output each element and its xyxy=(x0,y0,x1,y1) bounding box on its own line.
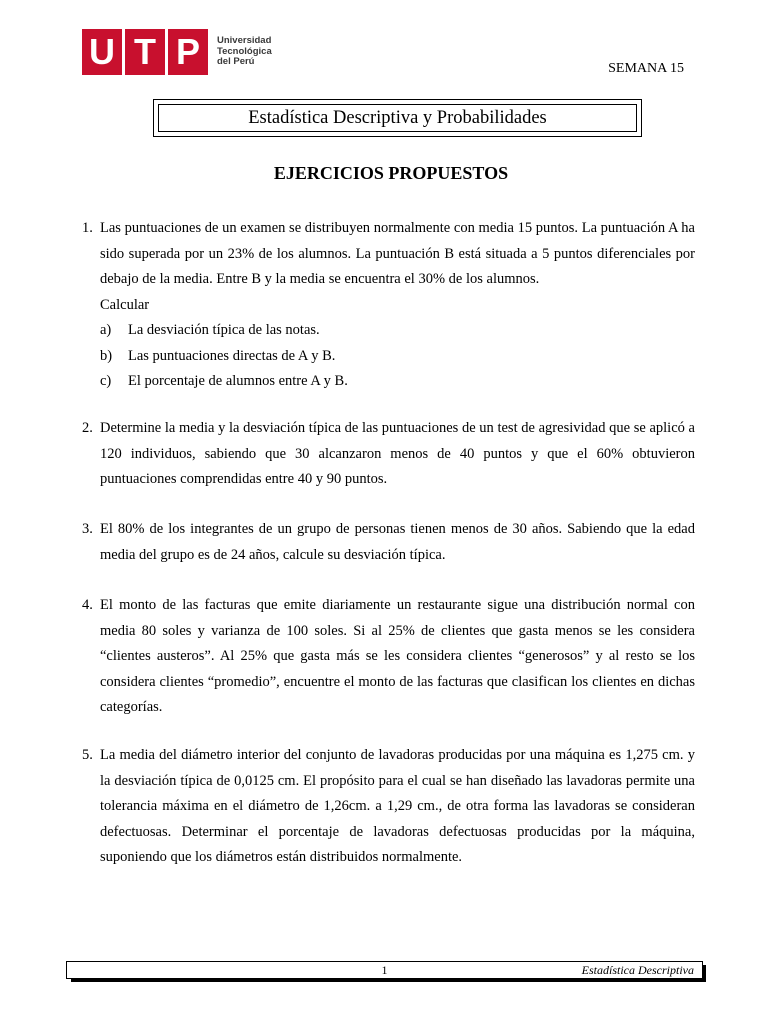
subitem-text: La desviación típica de las notas. xyxy=(128,322,320,338)
logo-university-name xyxy=(217,36,287,68)
exercise-number: 4. xyxy=(82,597,93,613)
course-title-box xyxy=(153,99,642,137)
subitem-letter: c) xyxy=(100,373,112,389)
exercise-5 xyxy=(82,743,695,871)
logo-text-line-1: Universidad xyxy=(217,35,272,47)
logo-letter-u: U xyxy=(82,29,122,75)
exercise-text: El monto de las facturas que emite diariamente un restaurante sigue una distribución normal con media 80 soles y varianza de 100 soles. Si al 25% de clientes que gasta menos se les considera “clientes austeros”. Al 25% que gasta más se les considera clientes “generosos” y al resto se los considera clientes “promedio”, encuentre el monto de las facturas que clasifican los clientes en dichas categorías. xyxy=(100,597,695,715)
exercise-text: Las puntuaciones de un examen se distribuyen normalmente con media 15 puntos. La puntuación A ha sido superada por un 23% de los alumnos. La puntuación B está situada a 5 puntos diferenciales por debajo de la media. Entre B y la media se encuentra el 30% de los alumnos. xyxy=(100,220,695,287)
exercise-3 xyxy=(82,517,695,568)
exercise-text: La media del diámetro interior del conjunto de lavadoras producidas por una máquina es 1,275 cm. y la desviación típica de 0,0125 cm. El propósito para el cual se han diseñado las lavadoras permite una tolerancia máxima en el diámetro de 1,26cm. a 1,29 cm., de otra forma las lavadoras se consideran defectuosas. Determinar el porcentaje de lavadoras defectuosas producidas por la máquina, suponiendo que los diámetros están distribuidos normalmente. xyxy=(100,747,695,865)
subitem-a xyxy=(100,318,695,344)
subitem-b xyxy=(100,344,695,370)
page-number: 1 xyxy=(381,963,388,977)
exercise-number: 2. xyxy=(82,420,93,436)
subitem-c xyxy=(100,369,695,395)
subitem-text: El porcentaje de alumnos entre A y B. xyxy=(128,373,348,389)
exercise-4 xyxy=(82,593,695,721)
exercise-number: 5. xyxy=(82,747,93,763)
logo-letter-t: T xyxy=(125,29,165,75)
exercise-prompt: Calcular xyxy=(100,296,150,313)
page-heading: EJERCICIOS PROPUESTOS xyxy=(273,163,509,183)
subitem-letter: a) xyxy=(100,322,112,338)
exercise-text: Determine la media y la desviación típica de las puntuaciones de un test de agresividad que se aplicó a 120 individuos, sabiendo que 30 alcanzaron menos de 40 puntos y que el 60% obtuvieron puntuaciones comprendidas entre 40 y 90 puntos. xyxy=(100,420,695,487)
footer-label: Estadística Descriptiva xyxy=(581,963,694,977)
exercise-number: 3. xyxy=(82,521,93,537)
course-title: Estadística Descriptiva y Probabilidades xyxy=(158,104,637,132)
subitem-text: Las puntuaciones directas de A y B. xyxy=(128,347,336,364)
exercise-text: El 80% de los integrantes de un grupo de personas tienen menos de 30 años. Sabiendo que la edad media del grupo es de 24 años, calcule su desviación típica. xyxy=(100,521,695,563)
subitem-letter: b) xyxy=(100,347,113,364)
exercise-1 xyxy=(82,216,695,395)
page-footer xyxy=(66,961,703,979)
logo-letter-p: P xyxy=(168,29,208,75)
logo-text-line-3: del Perú xyxy=(217,56,255,68)
exercise-2 xyxy=(82,416,695,493)
week-label: SEMANA 15 xyxy=(608,61,684,76)
exercise-number: 1. xyxy=(82,220,93,236)
logo-text-line-2: Tecnológica xyxy=(217,45,272,57)
utp-logo xyxy=(82,29,287,75)
